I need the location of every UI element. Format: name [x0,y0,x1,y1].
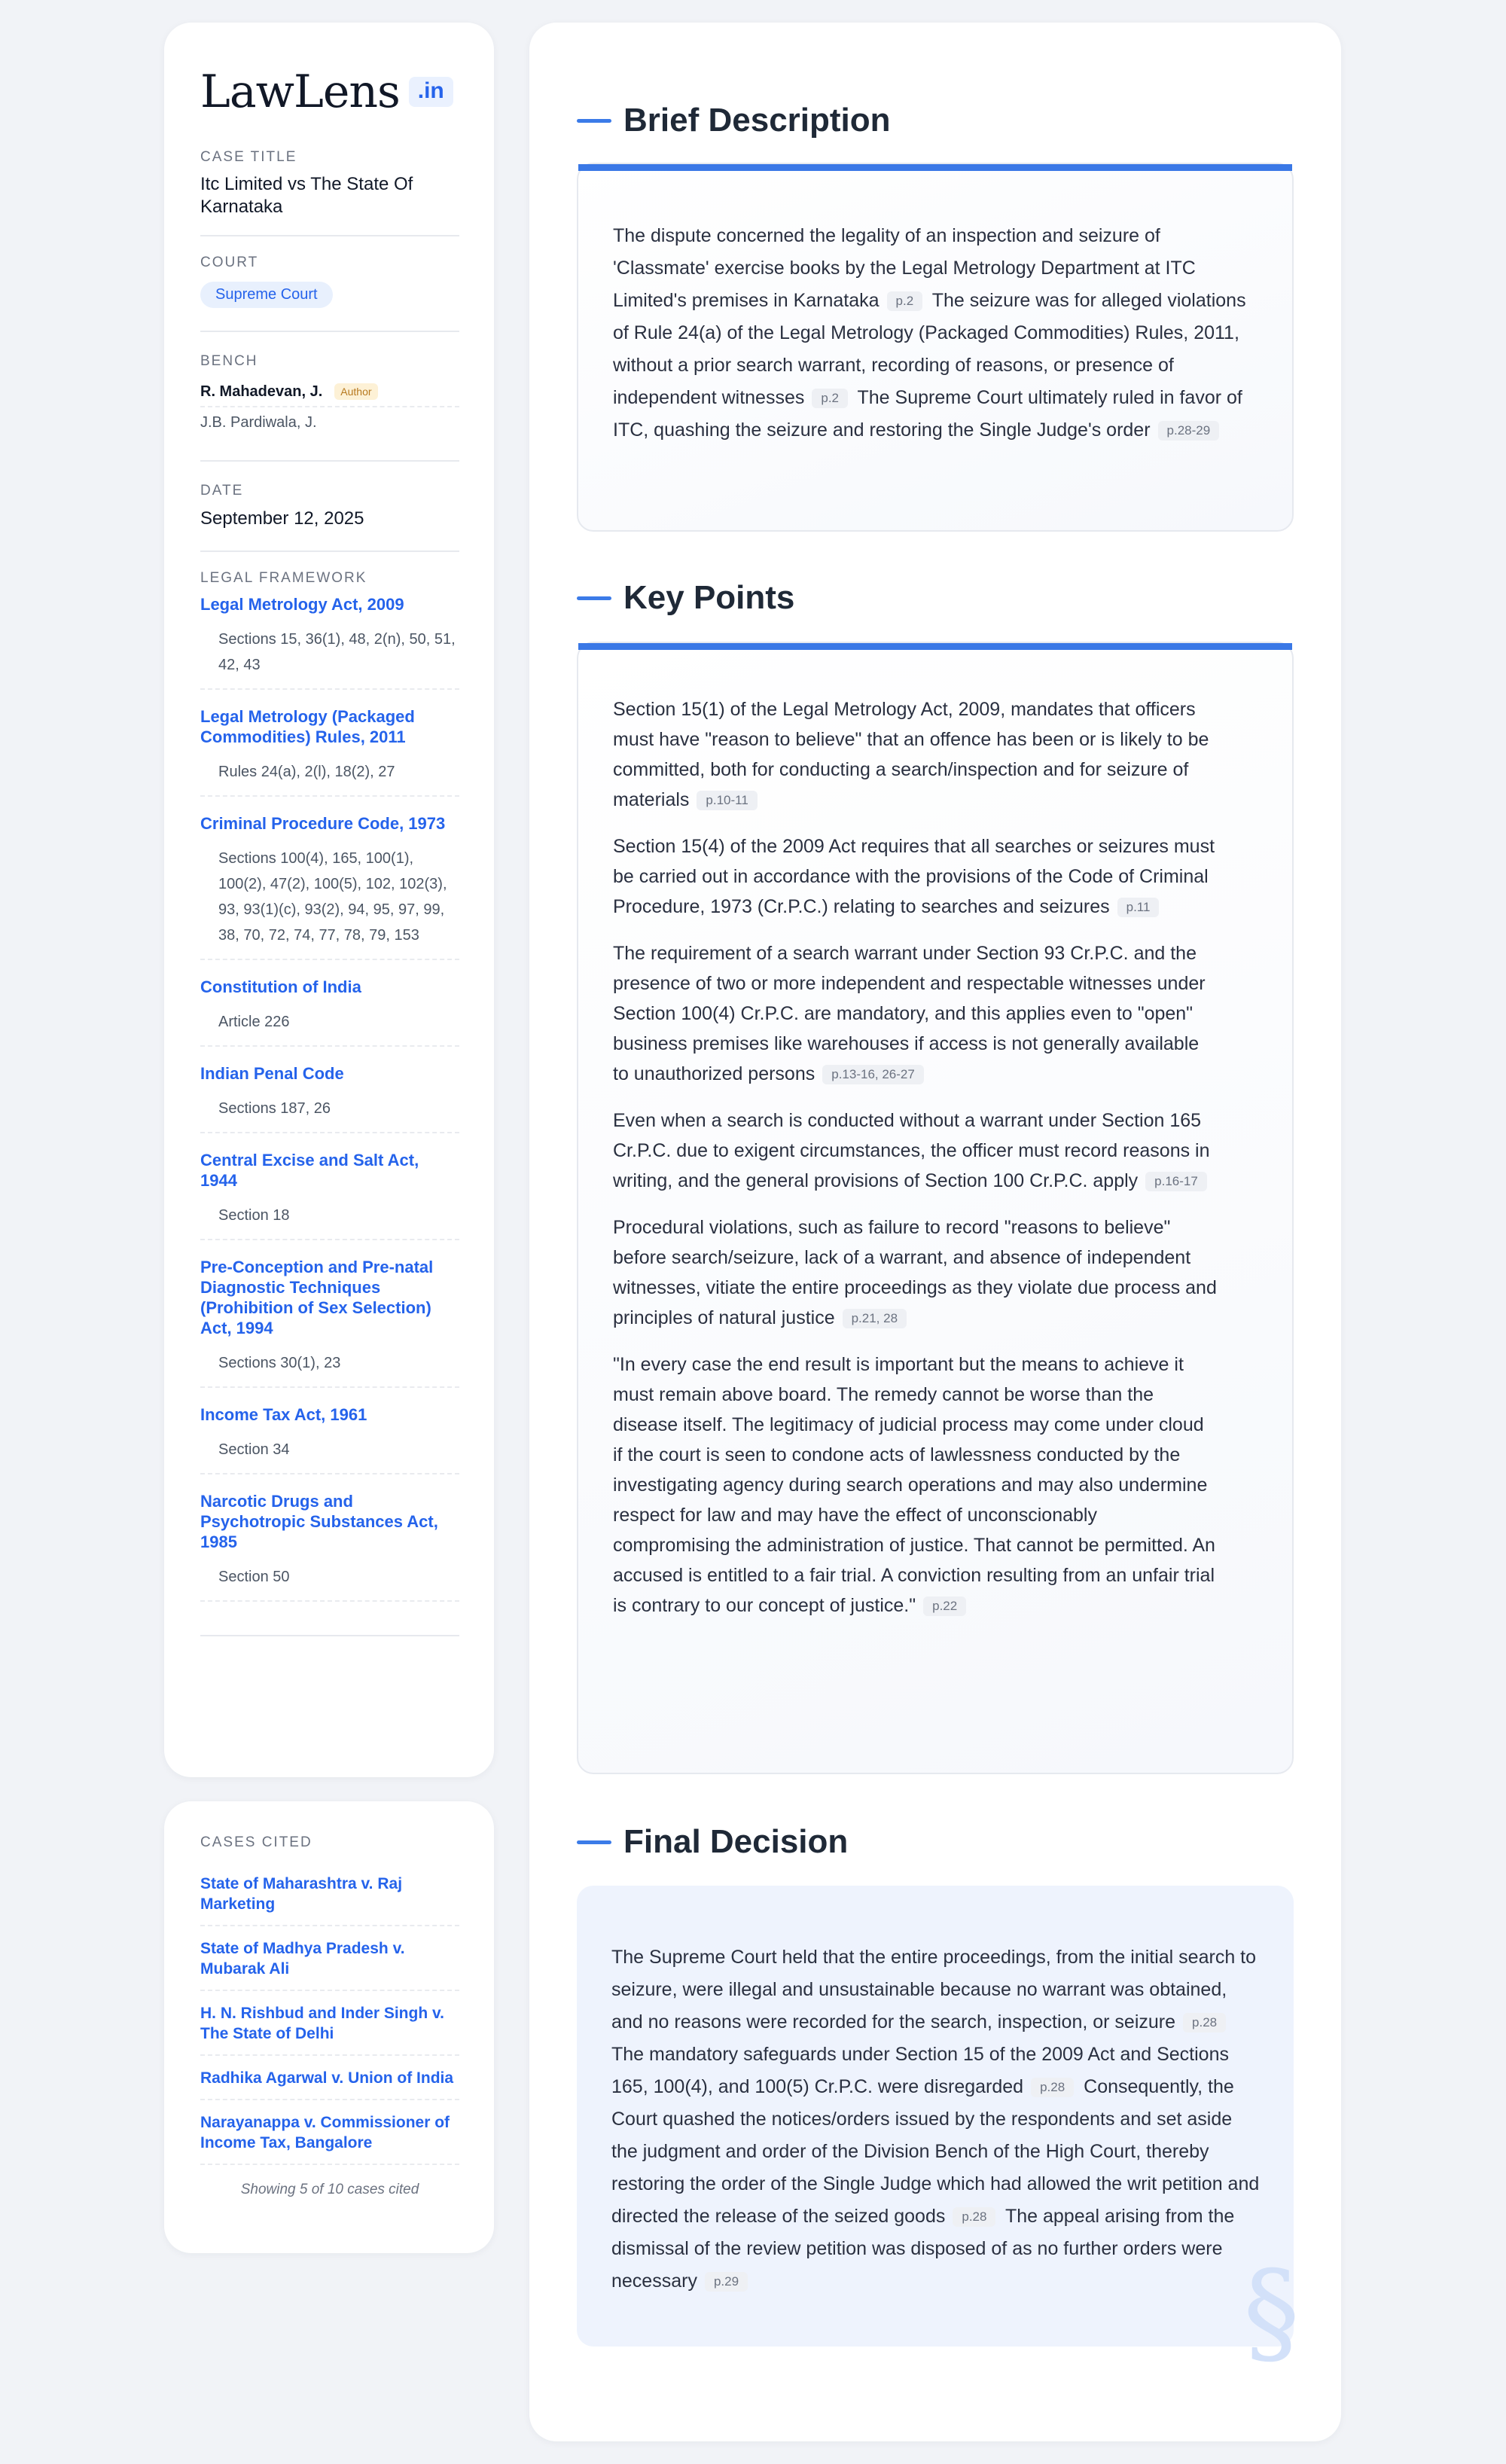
date-section [200,462,459,552]
section-sign-watermark-icon: § [1243,2247,1300,2378]
page-ref[interactable]: p.28 [953,2207,995,2227]
judge-row [200,407,459,438]
final-decision-box [577,1886,1300,2378]
decision-segment: The Supreme Court held that the entire proceedings, from the initial search to seizure, were illegal and unsustainable because no warrant was obtained, and no reasons were recorded for the search, inspection, or seizure [611,1947,1257,2032]
key-point [613,1105,1217,1196]
box-accent-bar [578,643,1292,650]
date-label: DATE [200,483,244,499]
legal-framework-section [200,552,459,1636]
decision-text [611,1941,1261,2298]
framework-act-link[interactable]: Indian Penal Code [200,1064,344,1083]
brand-logo[interactable] [200,68,459,116]
page-ref[interactable]: p.28 [1031,2078,1074,2097]
cases-cited-count: Showing 5 of 10 cases cited [240,2182,419,2197]
summary-card [529,23,1341,2441]
decision-segment: The mandatory safeguards under Section 15 of the 2009 Act and Sections 165, 100(4), and 100(5) Cr.P.C. were disregarded [611,2044,1229,2097]
author-badge: Author [334,383,377,400]
judge-name: J.B. Pardiwala, J. [200,413,317,431]
cited-case-link[interactable]: H. N. Rishbud and Inder Singh v. The State of Delhi [200,1991,459,2056]
case-title-section [200,149,459,236]
key-point-text: Section 15(1) of the Legal Metrology Act, 2009, mandates that officers must have "reason to believe" that an offence has been or is likely to be committed, both for conducting a search/inspection and for seizure of materials [613,699,1209,810]
key-point-text: Procedural violations, such as failure to record "reasons to believe" before search/seizure, lack of a warrant, and absence of independent witnesses, vitiate the entire proceedings as they violate due process and principles of natural justice [613,1217,1217,1328]
case-title-label: CASE TITLE [200,149,297,165]
framework-act-link[interactable]: Criminal Procedure Code, 1973 [200,814,446,833]
page-ref[interactable]: p.11 [1117,898,1160,917]
decision-segment: The appeal arising from the dismissal of the review petition was disposed of as no further orders were necessary [611,2206,1235,2292]
cited-case-link[interactable]: Narayanappa v. Commissioner of Income Tax, Bangalore [200,2100,459,2165]
decision-date: September 12, 2025 [200,508,364,529]
key-point [613,938,1217,1089]
court-label: COURT [200,255,259,270]
key-point [613,831,1217,922]
brief-heading [577,98,891,143]
key-point-quote [613,1349,1217,1621]
page-ref[interactable]: p.16-17 [1145,1172,1207,1191]
framework-act-link[interactable]: Income Tax Act, 1961 [200,1405,367,1424]
key-point-text: The requirement of a search warrant under Section 93 Cr.P.C. and the presence of two or more independent and respectable witnesses under Section 100(4) Cr.P.C. are mandatory, and this applies even to "open" business premises like warehouses if access is not generally available to unauthorized persons [613,943,1206,1084]
key-point-text: Section 15(4) of the 2009 Act requires that all searches or seizures must be carried out in accordance with the provisions of the Code of Criminal Procedure, 1973 (Cr.P.C.) relating to searches and seizures [613,836,1215,917]
decision-segment: Consequently, the Court quashed the notices/orders issued by the respondents and set aside the judgment and order of the Division Bench of the High Court, thereby restoring the order of the Single Judge which had allowed the writ petition and directed the release of the seized goods [611,2076,1260,2227]
framework-act-link[interactable]: Central Excise and Salt Act, 1944 [200,1151,419,1190]
page-ref[interactable]: p.2 [812,389,848,408]
decision-heading [577,1819,848,1865]
brief-description-box [577,163,1294,532]
brand-tld: .in [409,77,453,107]
key-point [613,694,1217,815]
brief-heading-text: Brief Description [623,102,891,139]
framework-sections: Section 50 [200,1552,459,1602]
case-title: Itc Limited vs The State Of Karnataka [200,174,413,217]
framework-sections: Sections 15, 36(1), 48, 2(n), 50, 51, 42, 43 [200,614,459,690]
box-accent-bar [578,164,1292,171]
brief-text [613,220,1258,447]
page-ref[interactable]: p.28 [1183,2013,1226,2032]
key-points-box [577,642,1294,1774]
heading-accent [577,119,611,123]
page-ref[interactable]: p.21, 28 [843,1309,907,1328]
page-ref[interactable]: p.22 [923,1596,966,1616]
framework-sections: Section 18 [200,1191,459,1240]
decision-heading-text: Final Decision [623,1823,849,1860]
page-ref[interactable]: p.2 [887,291,923,311]
brief-segment: The dispute concerned the legality of an inspection and seizure of 'Classmate' exercise books by the Legal Metrology Department at ITC Limited's premises in Karnataka [613,225,1196,311]
framework-sections: Sections 187, 26 [200,1084,459,1133]
page-ref[interactable]: p.28-29 [1158,421,1220,441]
framework-sections: Article 226 [200,997,459,1047]
framework-act-link[interactable]: Narcotic Drugs and Psychotropic Substances Act, 1985 [200,1492,438,1551]
framework-act-link[interactable]: Legal Metrology Act, 2009 [200,595,404,614]
framework-sections: Section 34 [200,1425,459,1474]
cited-case-link[interactable]: State of Madhya Pradesh v. Mubarak Ali [200,1926,459,1991]
court-badge: Supreme Court [200,282,333,308]
judge-row [200,377,459,407]
key-points-heading-text: Key Points [623,579,795,616]
case-details-card [164,23,494,1777]
page-ref[interactable]: p.10-11 [697,791,757,810]
framework-act-link[interactable]: Legal Metrology (Packaged Commodities) Rules, 2011 [200,707,415,746]
brand-name: LawLens [200,66,400,118]
bench-section [200,332,459,462]
cases-cited-label: CASES CITED [200,1834,312,1850]
key-points-heading [577,575,794,621]
framework-sections: Rules 24(a), 2(l), 18(2), 27 [200,747,459,797]
bench-label: BENCH [200,353,258,369]
heading-accent [577,596,611,600]
brief-segment: The seizure was for alleged violations of Rule 24(a) of the Legal Metrology (Packaged Commodities) Rules, 2011, without a prior search warrant, recording of reasons, or presence of independent witnesses [613,290,1246,408]
brief-segment: The Supreme Court ultimately ruled in favor of ITC, quashing the seizure and restoring the Single Judge's order [613,387,1242,441]
key-point-text: "In every case the end result is important but the means to achieve it must remain above board. The remedy cannot be worse than the disease itself. The legitimacy of judicial process may come under cloud if the court is seen to condone acts of lawlessness conducted by the investigating agency during search operations and may also undermine respect for law and may have the effect of unconscionably compromising the administration of justice. That cannot be permitted. An accused is entitled to a fair trial. A conviction resulting from an unfair trial is contrary to our concept of justice." [613,1354,1215,1616]
cases-cited-card [164,1801,494,2253]
key-point-text: Even when a search is conducted without a warrant under Section 165 Cr.P.C. due to exigent circumstances, the officer must record reasons in writing, and the general provisions of Section 100 Cr.P.C. apply [613,1110,1210,1191]
cases-cited-list [200,1862,459,2165]
heading-accent [577,1840,611,1844]
court-section [200,236,459,332]
page-ref[interactable]: p.29 [705,2272,748,2292]
cited-case-link[interactable]: State of Maharashtra v. Raj Marketing [200,1862,459,1926]
key-point [613,1212,1217,1333]
framework-act-link[interactable]: Pre-Conception and Pre-natal Diagnostic Techniques (Prohibition of Sex Selection) Act, 1994 [200,1258,434,1337]
page-ref[interactable]: p.13-16, 26-27 [822,1065,924,1084]
legal-framework-label: LEGAL FRAMEWORK [200,570,367,586]
judge-name: R. Mahadevan, J. [200,383,323,400]
cited-case-link[interactable]: Radhika Agarwal v. Union of India [200,2056,459,2100]
framework-sections: Sections 30(1), 23 [200,1338,459,1388]
framework-act-link[interactable]: Constitution of India [200,977,361,996]
framework-sections: Sections 100(4), 165, 100(1), 100(2), 47(2), 100(5), 102, 102(3), 93, 93(1)(c), 93(2), 94, 95, 97, 99, 38, 70, 72, 74, 77, 78, 79, 153 [200,834,459,960]
